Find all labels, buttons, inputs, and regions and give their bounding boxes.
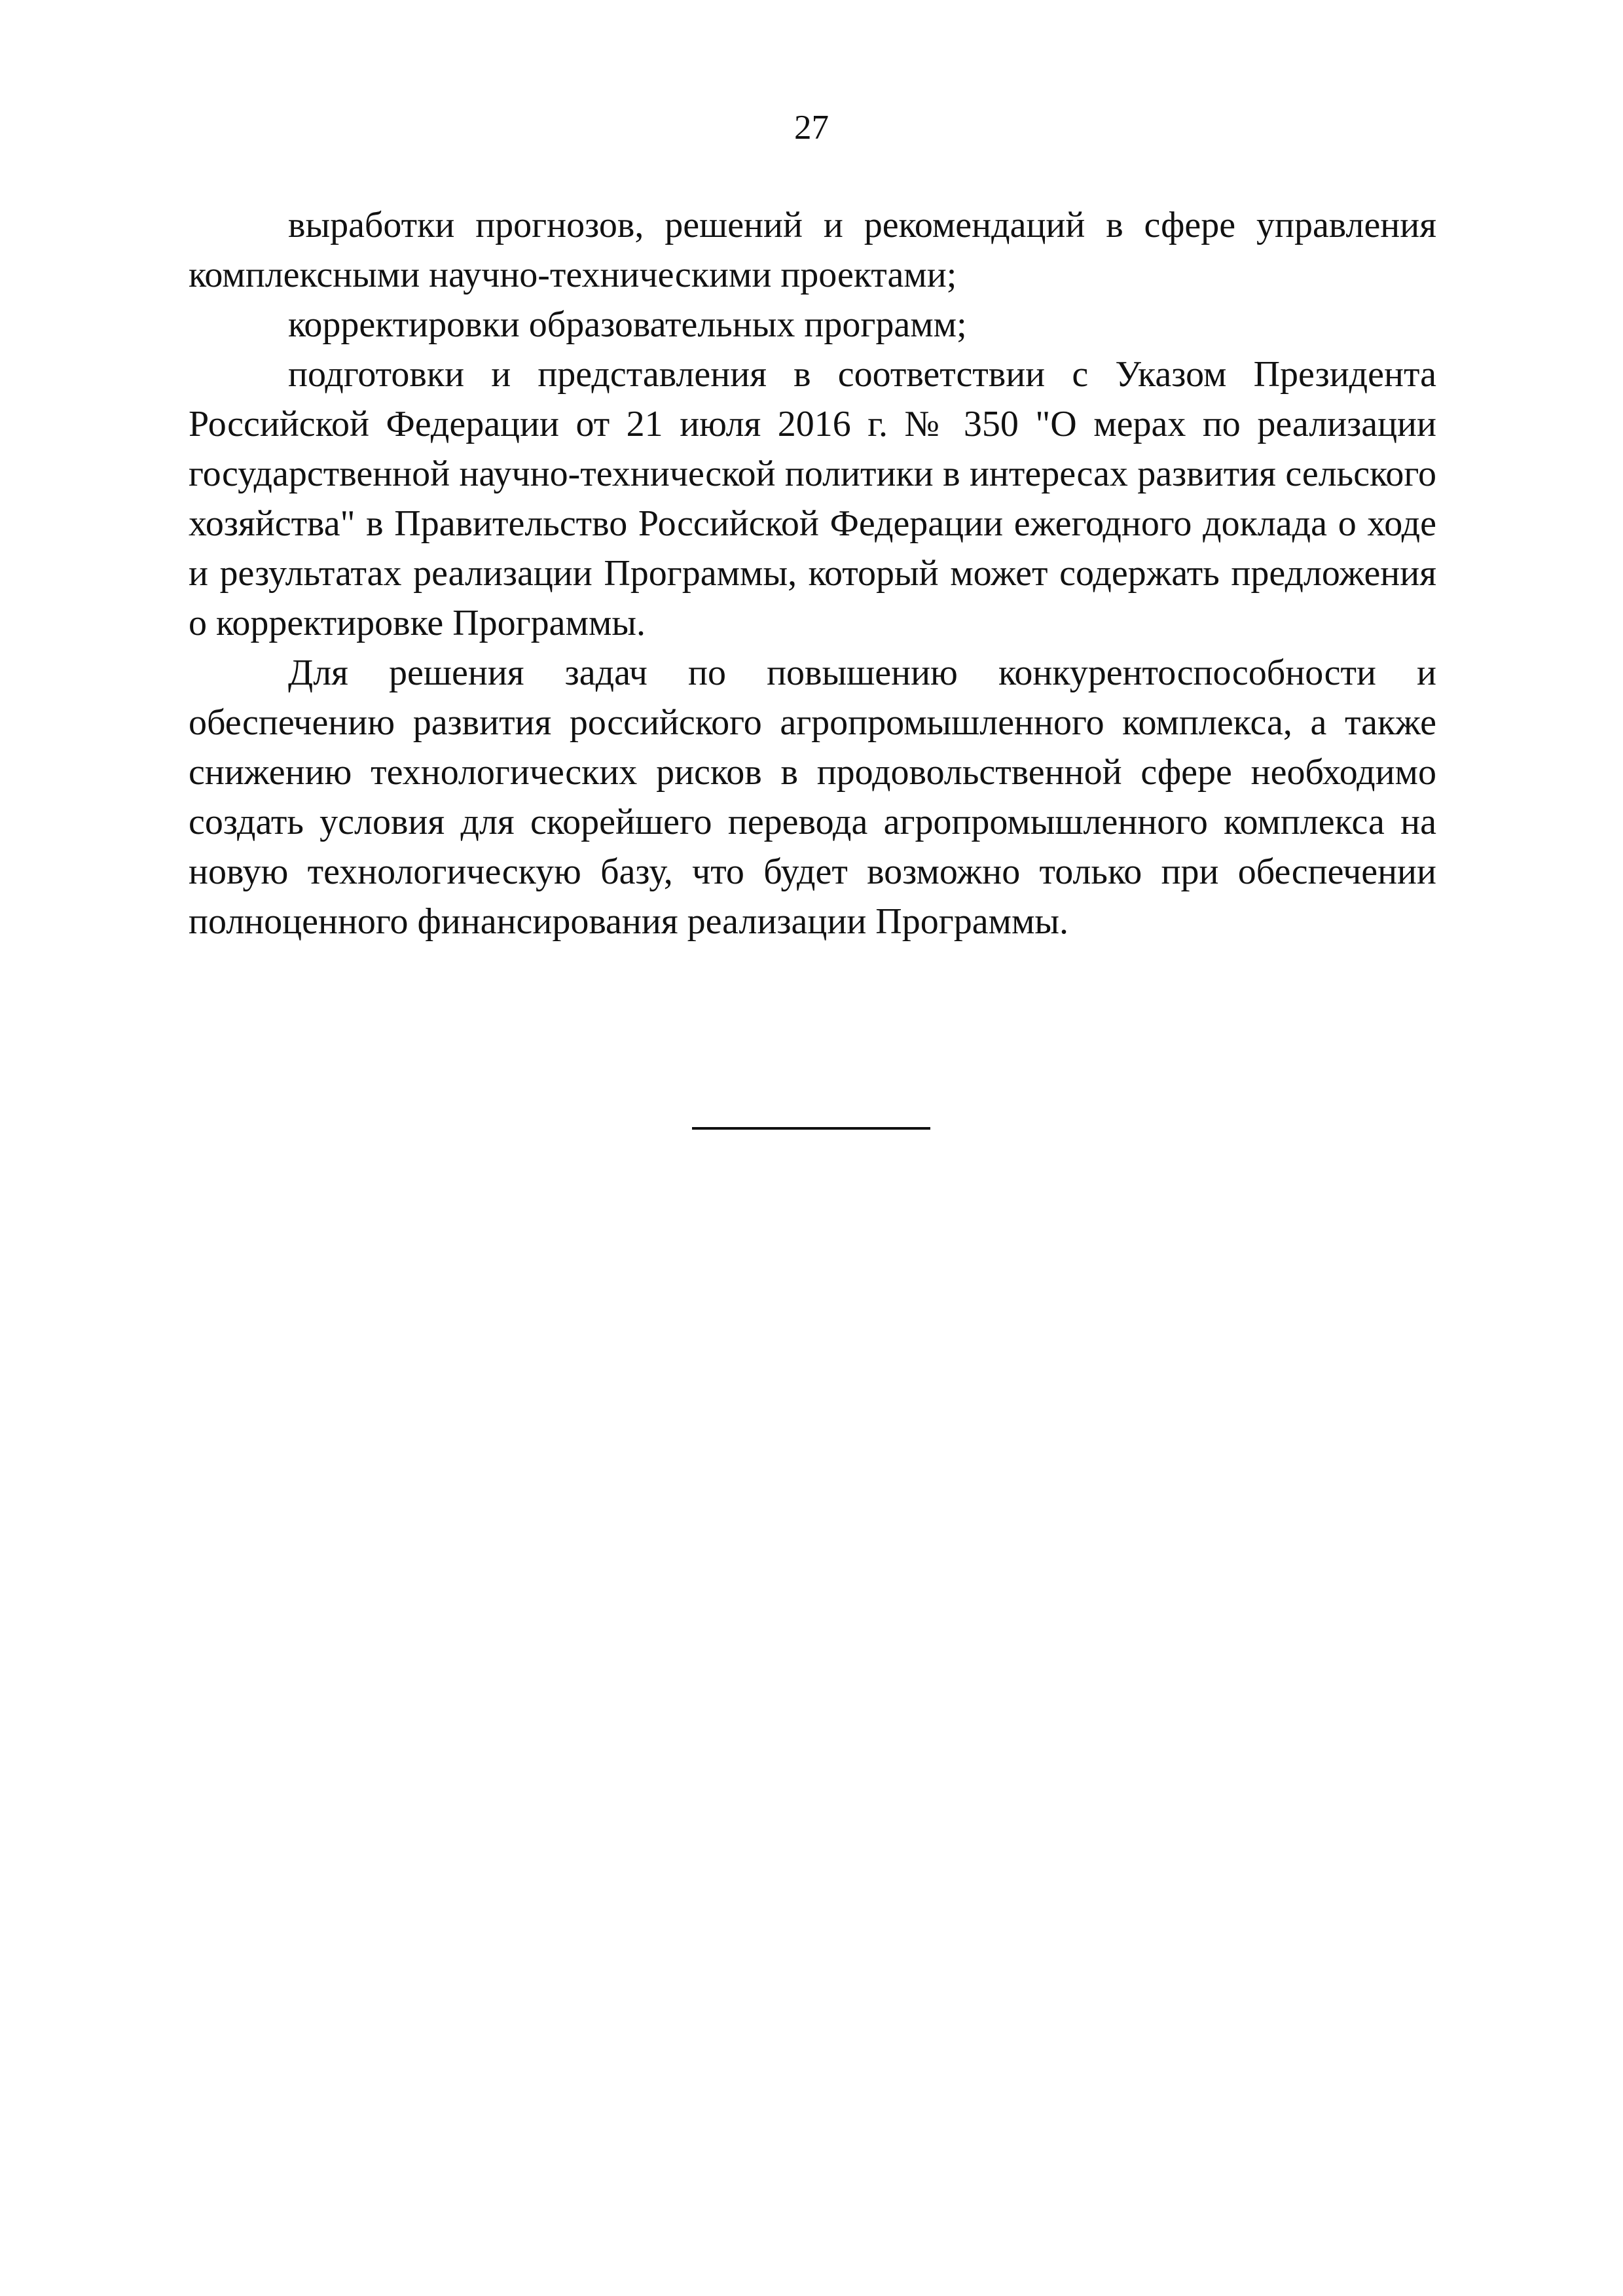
document-body [189,200,1436,946]
end-separator-line [692,1127,930,1130]
paragraph-forecasts: выработки прогнозов, решений и рекомендаций в сфере управления комплексными научно-техническими проектами; [189,205,1436,295]
paragraph-education-programs: корректировки образовательных программ; [288,304,967,345]
paragraph-competitiveness: Для решения задач по повышению конкурентоспособности и обеспечению развития российского агропромышленного комплекса, а также снижению технологических рисков в продовольственной сфере необходимо создать условия для скорейшего перевода агропромышленного комплекса на новую технологическую базу, что будет возможно только при обеспечении полноценного финансирования реализации Программы. [189,653,1436,942]
paragraph-annual-report: подготовки и представления в соответствии с Указом Президента Российской Федерации от 21 июля 2016 г. № 350 "О мерах по реализации государственной научно-технической политики в интересах развития сельского хозяйства" в Правительство Российской Федерации ежегодного доклада о ходе и результатах реализации Программы, который может содержать предложения о корректировке Программы. [189,354,1436,643]
page-number: 27 [794,109,829,147]
